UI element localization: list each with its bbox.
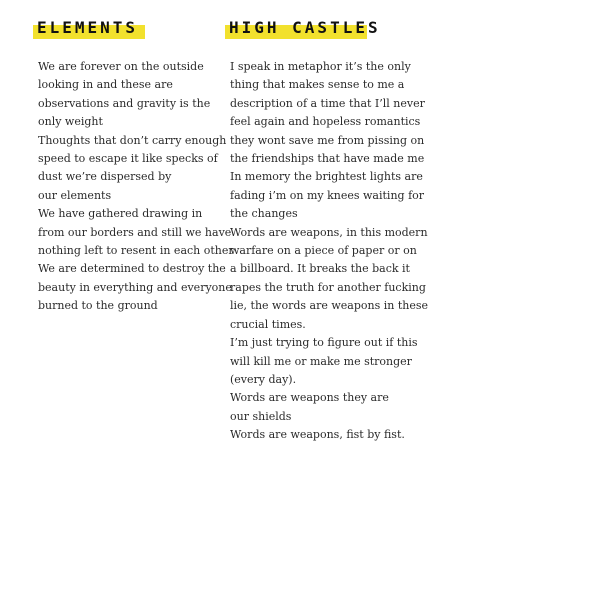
lyric-line: We are determined to destroy the	[38, 262, 226, 276]
lyric-line: the changes	[230, 207, 298, 221]
lyric-line: Thoughts that don’t carry enough	[38, 133, 227, 147]
lyric-line: our elements	[38, 188, 112, 202]
lyric-line: rapes the truth for another fucking	[230, 280, 426, 294]
lyric-line: burned to the ground	[38, 299, 158, 313]
lyric-line: Words are weapons, fist by fist.	[230, 428, 405, 442]
lyric-line: will kill me or make me stronger	[230, 354, 412, 368]
lyric-line: the friendships that have made me	[230, 152, 425, 166]
lyric-line: looking in and these are	[38, 78, 173, 92]
lyric-line: Words are weapons they are	[230, 391, 389, 405]
song-high-castles	[225, 18, 428, 445]
lyric-line: dust we’re dispersed by	[38, 170, 172, 184]
lyric-line: from our borders and still we have	[38, 225, 232, 239]
song-title: HIGH CASTLES	[229, 18, 381, 37]
lyric-line: observations and gravity is the	[38, 96, 211, 110]
lyric-line: beauty in everything and everyone	[38, 280, 232, 294]
lyric-line: I speak in metaphor it’s the only	[230, 60, 411, 73]
lyrics	[38, 58, 234, 316]
lyric-line: (every day).	[230, 372, 297, 386]
lyric-line: they wont save me from pissing on	[230, 133, 425, 147]
song-title-block	[33, 18, 213, 42]
lyric-line: a billboard. It breaks the back it	[230, 262, 410, 276]
song-title-block	[225, 18, 405, 42]
lyric-line: our shields	[230, 409, 292, 423]
lyric-line: warfare on a piece of paper or on	[230, 244, 417, 258]
lyrics	[230, 58, 428, 445]
lyric-line: feel again and hopeless romantics	[230, 115, 421, 129]
lyric-line: We have gathered drawing in	[38, 207, 203, 221]
lyric-line: We are forever on the outside	[38, 60, 204, 73]
lyric-line: Words are weapons, in this modern	[230, 225, 428, 239]
lyric-line: I’m just trying to figure out if this	[230, 336, 418, 350]
lyric-line: crucial times.	[230, 317, 306, 331]
lyric-line: thing that makes sense to me a	[230, 78, 405, 92]
lyric-line: nothing left to resent in each other	[38, 244, 234, 258]
song-elements	[33, 18, 234, 316]
song-title: ELEMENTS	[37, 18, 139, 37]
lyric-line: speed to escape it like specks of	[38, 152, 218, 166]
lyric-line: lie, the words are weapons in these	[230, 299, 428, 313]
lyric-line: In memory the brightest lights are	[230, 170, 423, 184]
lyric-line: only weight	[38, 115, 103, 129]
lyric-line: fading i’m on my knees waiting for	[230, 188, 425, 202]
lyric-line: description of a time that I’ll never	[230, 96, 425, 110]
